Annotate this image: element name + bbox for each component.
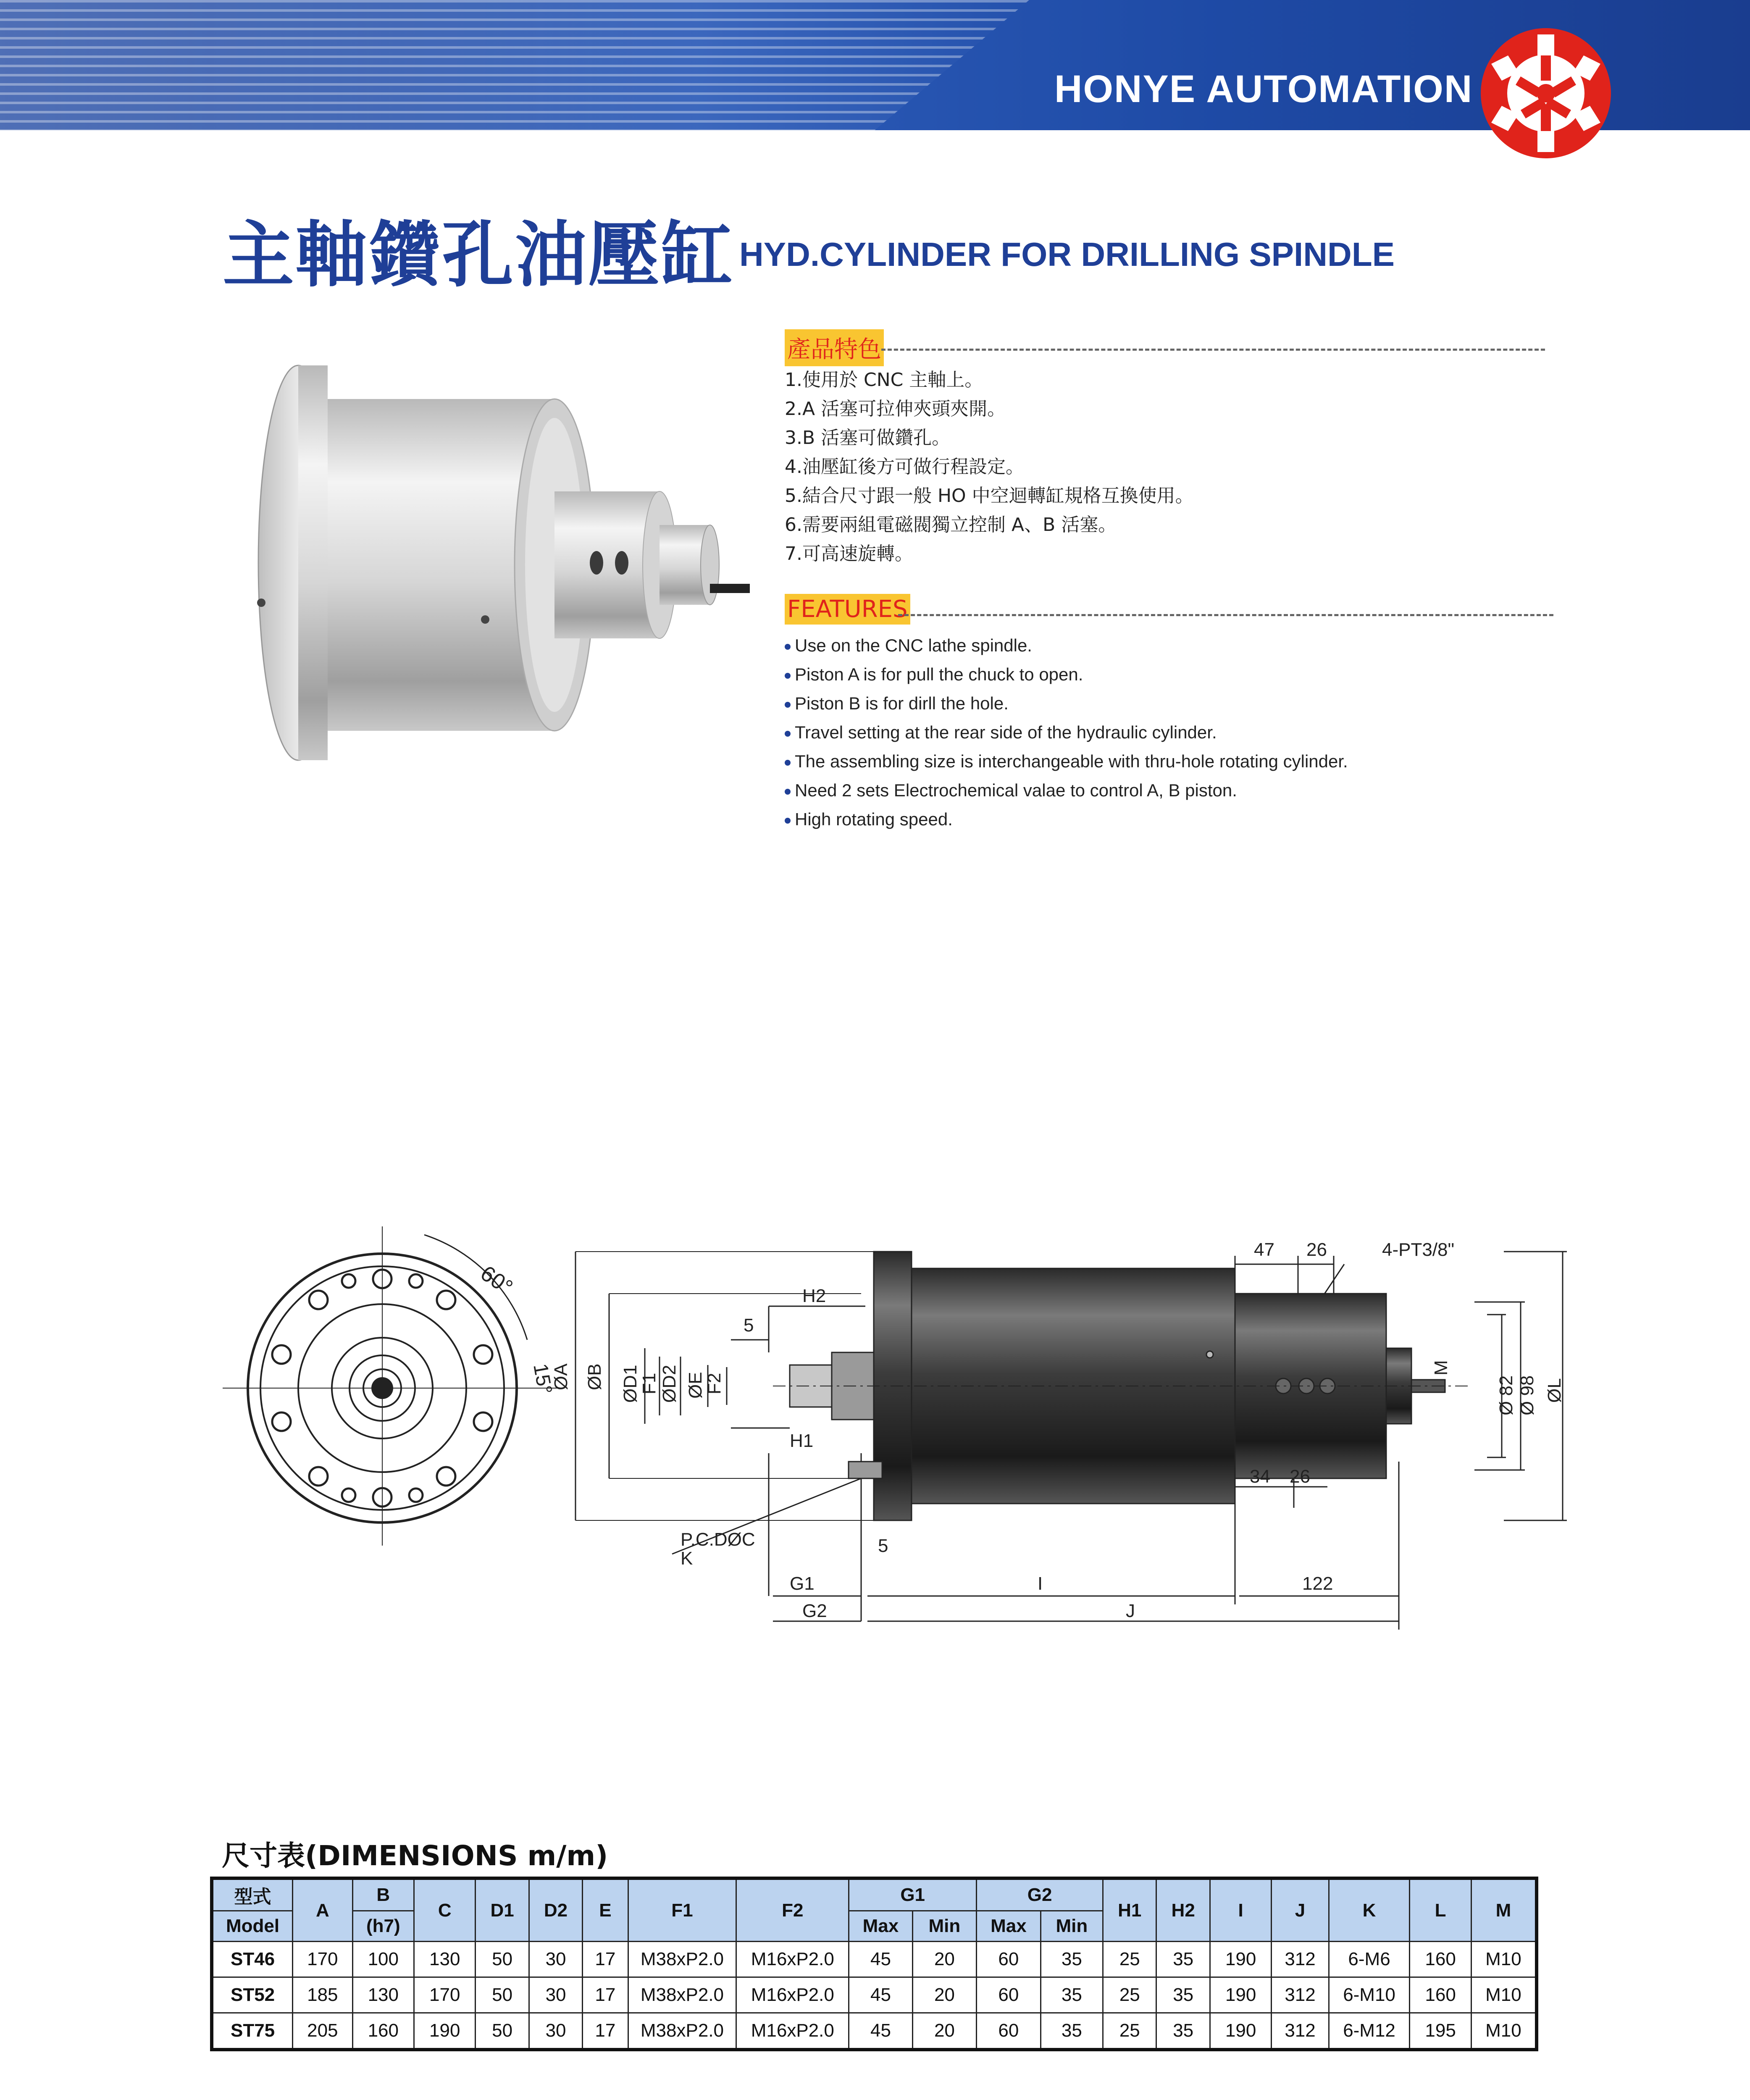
- dim-dia-d1: ØD1: [620, 1365, 641, 1403]
- list-item: Piston A is for pull the chuck to open.: [785, 660, 1348, 689]
- features-en-list: [785, 631, 1348, 834]
- dimensions-title: 尺寸表(DIMENSIONS m/m): [222, 1840, 608, 1872]
- dim-dia-a: ØA: [551, 1363, 571, 1390]
- col-h1-header: H1: [1103, 1878, 1156, 1942]
- table-row: ST52 185 130 170 50 30 17 M38xP2.0 M16xP2.0 45 20 60 35 25 35 190 312 6-M10 160 M10: [212, 1977, 1537, 2013]
- page-title-zh: 主軸鑽孔油壓缸: [223, 214, 735, 297]
- list-item: Travel setting at the rear side of the hydraulic cylinder.: [785, 718, 1348, 747]
- col-g1-min-header: Min: [912, 1911, 976, 1942]
- dim-dia-82: Ø 82: [1496, 1375, 1516, 1415]
- dim-dia-l: ØL: [1544, 1378, 1565, 1403]
- side-view: [773, 1252, 1470, 1520]
- dim-122: 122: [1302, 1573, 1333, 1594]
- list-item: Use on the CNC lathe spindle.: [785, 631, 1348, 660]
- dim-j: J: [1126, 1601, 1135, 1621]
- col-g1-header: G1: [849, 1878, 977, 1911]
- list-item: 7.可高速旋轉。: [785, 543, 913, 564]
- dim-pt: 4-PT3/8": [1382, 1239, 1455, 1260]
- dim-i: I: [1038, 1573, 1043, 1594]
- bullet-icon: [785, 789, 791, 795]
- list-item: Need 2 sets Electrochemical valae to control A, B piston.: [785, 776, 1348, 805]
- col-e-header: E: [583, 1878, 628, 1942]
- list-item: 2.A 活塞可拉伸夾頭夾開。: [785, 398, 1006, 420]
- page-title-en: HYD.CYLINDER FOR DRILLING SPINDLE: [739, 236, 1395, 273]
- features-zh-divider: [881, 349, 1545, 351]
- dim-five-top: 5: [744, 1315, 754, 1336]
- col-g2-header: G2: [977, 1878, 1103, 1911]
- col-m-header: M: [1471, 1878, 1537, 1942]
- col-h2-header: H2: [1156, 1878, 1210, 1942]
- col-g2-min-header: Min: [1041, 1911, 1103, 1942]
- features-en-heading: FEATURES: [785, 594, 910, 625]
- dim-f1: F1: [639, 1373, 660, 1394]
- dim-26-top: 26: [1306, 1239, 1327, 1260]
- technical-drawing: [210, 1218, 1596, 1638]
- angle-15-label: 15°: [529, 1362, 556, 1396]
- features-zh-list: [785, 365, 1194, 568]
- table-header-row: [212, 1878, 1537, 1911]
- bullet-icon: [785, 673, 791, 679]
- dim-five-bottom: 5: [878, 1536, 888, 1556]
- dim-47: 47: [1254, 1239, 1274, 1260]
- bullet-icon: [785, 818, 791, 824]
- col-b-header: B: [352, 1878, 414, 1911]
- list-item: 5.結合尺寸跟一般 HO 中空迴轉缸規格互換使用。: [785, 485, 1194, 507]
- list-item: 1.使用於 CNC 主軸上。: [785, 369, 983, 391]
- angle-60-label: 60°: [476, 1261, 517, 1300]
- dim-f2: F2: [704, 1373, 725, 1394]
- dimensions-table: [210, 1877, 1538, 2051]
- features-zh-heading: 產品特色: [785, 329, 884, 366]
- col-l-header: L: [1410, 1878, 1471, 1942]
- dim-26-bottom: 26: [1290, 1466, 1310, 1487]
- dim-dia-e: ØE: [685, 1372, 706, 1399]
- dim-g2: G2: [802, 1601, 827, 1621]
- col-a-header: A: [293, 1878, 352, 1942]
- col-g2-max-header: Max: [977, 1911, 1041, 1942]
- list-item: Piston B is for dirll the hole.: [785, 689, 1348, 718]
- features-en-divider: [898, 614, 1553, 616]
- col-d2-header: D2: [529, 1878, 582, 1942]
- table-row: ST46 170 100 130 50 30 17 M38xP2.0 M16xP2.0 45 20 60 35 25 35 190 312 6-M6 160 M10: [212, 1942, 1537, 1977]
- col-g1-max-header: Max: [849, 1911, 912, 1942]
- col-model-en-header: Model: [212, 1911, 293, 1942]
- col-model-header: 型式: [212, 1878, 293, 1911]
- brand-name: HONYE AUTOMATION: [1054, 68, 1473, 110]
- list-item: High rotating speed.: [785, 805, 1348, 834]
- list-item: 4.油壓缸後方可做行程設定。: [785, 456, 1024, 478]
- col-c-header: C: [414, 1878, 476, 1942]
- col-f2-header: F2: [736, 1878, 849, 1942]
- dim-m: M: [1431, 1360, 1451, 1376]
- dim-34: 34: [1250, 1466, 1270, 1487]
- product-photo: [235, 328, 765, 781]
- col-k-header: K: [1329, 1878, 1410, 1942]
- dim-g1: G1: [790, 1573, 815, 1594]
- col-b-sub-header: (h7): [352, 1911, 414, 1942]
- header-stripes: [0, 0, 1029, 130]
- dim-h1: H1: [790, 1431, 814, 1451]
- dim-dia-b: ØB: [584, 1363, 605, 1390]
- company-logo-icon: [1479, 26, 1613, 160]
- bullet-icon: [785, 760, 791, 766]
- list-item: 6.需要兩組電磁閥獨立控制 A、B 活塞。: [785, 514, 1117, 536]
- col-d1-header: D1: [476, 1878, 529, 1942]
- list-item: 3.B 活塞可做鑽孔。: [785, 427, 951, 449]
- dim-k: K: [681, 1548, 693, 1569]
- table-row: ST75 205 160 190 50 30 17 M38xP2.0 M16xP2.0 45 20 60 35 25 35 190 312 6-M12 195 M10: [212, 2013, 1537, 2050]
- bullet-icon: [785, 702, 791, 708]
- col-j-header: J: [1272, 1878, 1329, 1942]
- col-i-header: I: [1210, 1878, 1271, 1942]
- dim-dia-d2: ØD2: [659, 1365, 680, 1403]
- list-item: The assembling size is interchangeable with thru-hole rotating cylinder.: [785, 747, 1348, 776]
- bullet-icon: [785, 644, 791, 650]
- bullet-icon: [785, 731, 791, 737]
- col-f1-header: F1: [628, 1878, 736, 1942]
- dim-pcd: P.C.DØC: [681, 1529, 755, 1550]
- dim-h2: H2: [802, 1286, 826, 1306]
- page-header: [0, 0, 1750, 130]
- dim-dia-98: Ø 98: [1517, 1375, 1537, 1415]
